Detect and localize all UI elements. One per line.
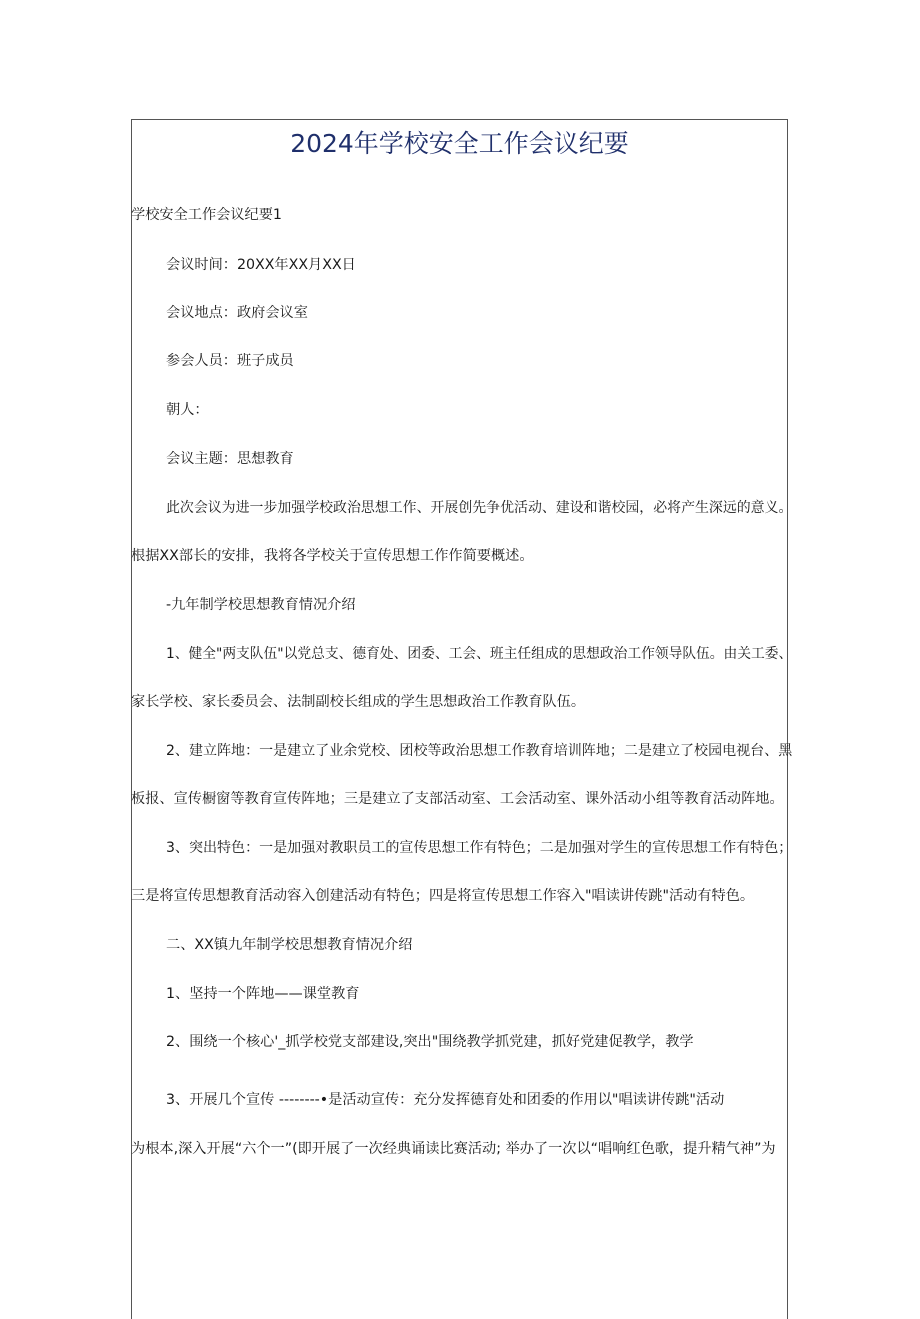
document-title: 2024年学校安全工作会议纪要 xyxy=(290,129,629,158)
section-heading: 二、XX镇九年制学校思想教育情况介绍 xyxy=(166,937,413,953)
paragraph-line: 2、围绕一个核心'_抓学校党支部建设,突出"围绕教学抓党建，抓好党建促教学，教学 xyxy=(166,1034,694,1050)
section-heading: -九年制学校思想教育情况介绍 xyxy=(166,597,356,613)
paragraph-line: 此次会议为进一步加强学校政治思想工作、开展创先争优活动、建设和谐校园，必将产生深远的意义。 xyxy=(166,500,793,516)
paragraph-line: 2、建立阵地：一是建立了业余党校、团校等政治思想工作教育培训阵地；二是建立了校园电视台、黑 xyxy=(166,743,793,759)
meeting-host: 朝人： xyxy=(166,402,209,418)
meeting-location: 会议地点：政府会议室 xyxy=(166,305,308,321)
paragraph-line: 板报、宣传橱窗等教育宣传阵地；三是建立了支部活动室、工会活动室、课外活动小组等教育活动阵地。 xyxy=(131,791,784,807)
paragraph-line: 3、开展几个宣传 --------•是活动宣传：充分发挥德育处和团委的作用以"唱读讲传跳"活动 xyxy=(166,1092,725,1108)
meeting-topic: 会议主题：思想教育 xyxy=(166,451,294,467)
meeting-attendees: 参会人员：班子成员 xyxy=(166,353,294,369)
meeting-time: 会议时间：20XX年XX月XX日 xyxy=(166,257,356,273)
paragraph-line: 家长学校、家长委员会、法制副校长组成的学生思想政治工作教育队伍。 xyxy=(131,694,586,710)
paragraph-line: 1、坚持一个阵地——课堂教育 xyxy=(166,986,360,1002)
paragraph-line: 3、突出特色：一是加强对教职员工的宣传思想工作有特色；二是加强对学生的宣传思想工作有特色； xyxy=(166,840,793,856)
paragraph-line: 根据XX部长的安排，我将各学校关于宣传思想工作作简要概述。 xyxy=(131,548,534,564)
paragraph-line: 1、健全"两支队伍"以党总支、德育处、团委、工会、班主任组成的思想政治工作领导队伍。由关工委、 xyxy=(166,646,793,662)
paragraph-line: 三是将宣传思想教育活动容入创建活动有特色；四是将宣传思想工作容入"唱读讲传跳"活动有特色。 xyxy=(131,888,755,904)
section-heading: 学校安全工作会议纪要1 xyxy=(131,207,282,223)
paragraph-line: 为根本,深入开展“六个一”(即开展了一次经典诵读比赛活动; 举办了一次以“唱响红色歌，提升精气神”为 xyxy=(131,1141,776,1157)
